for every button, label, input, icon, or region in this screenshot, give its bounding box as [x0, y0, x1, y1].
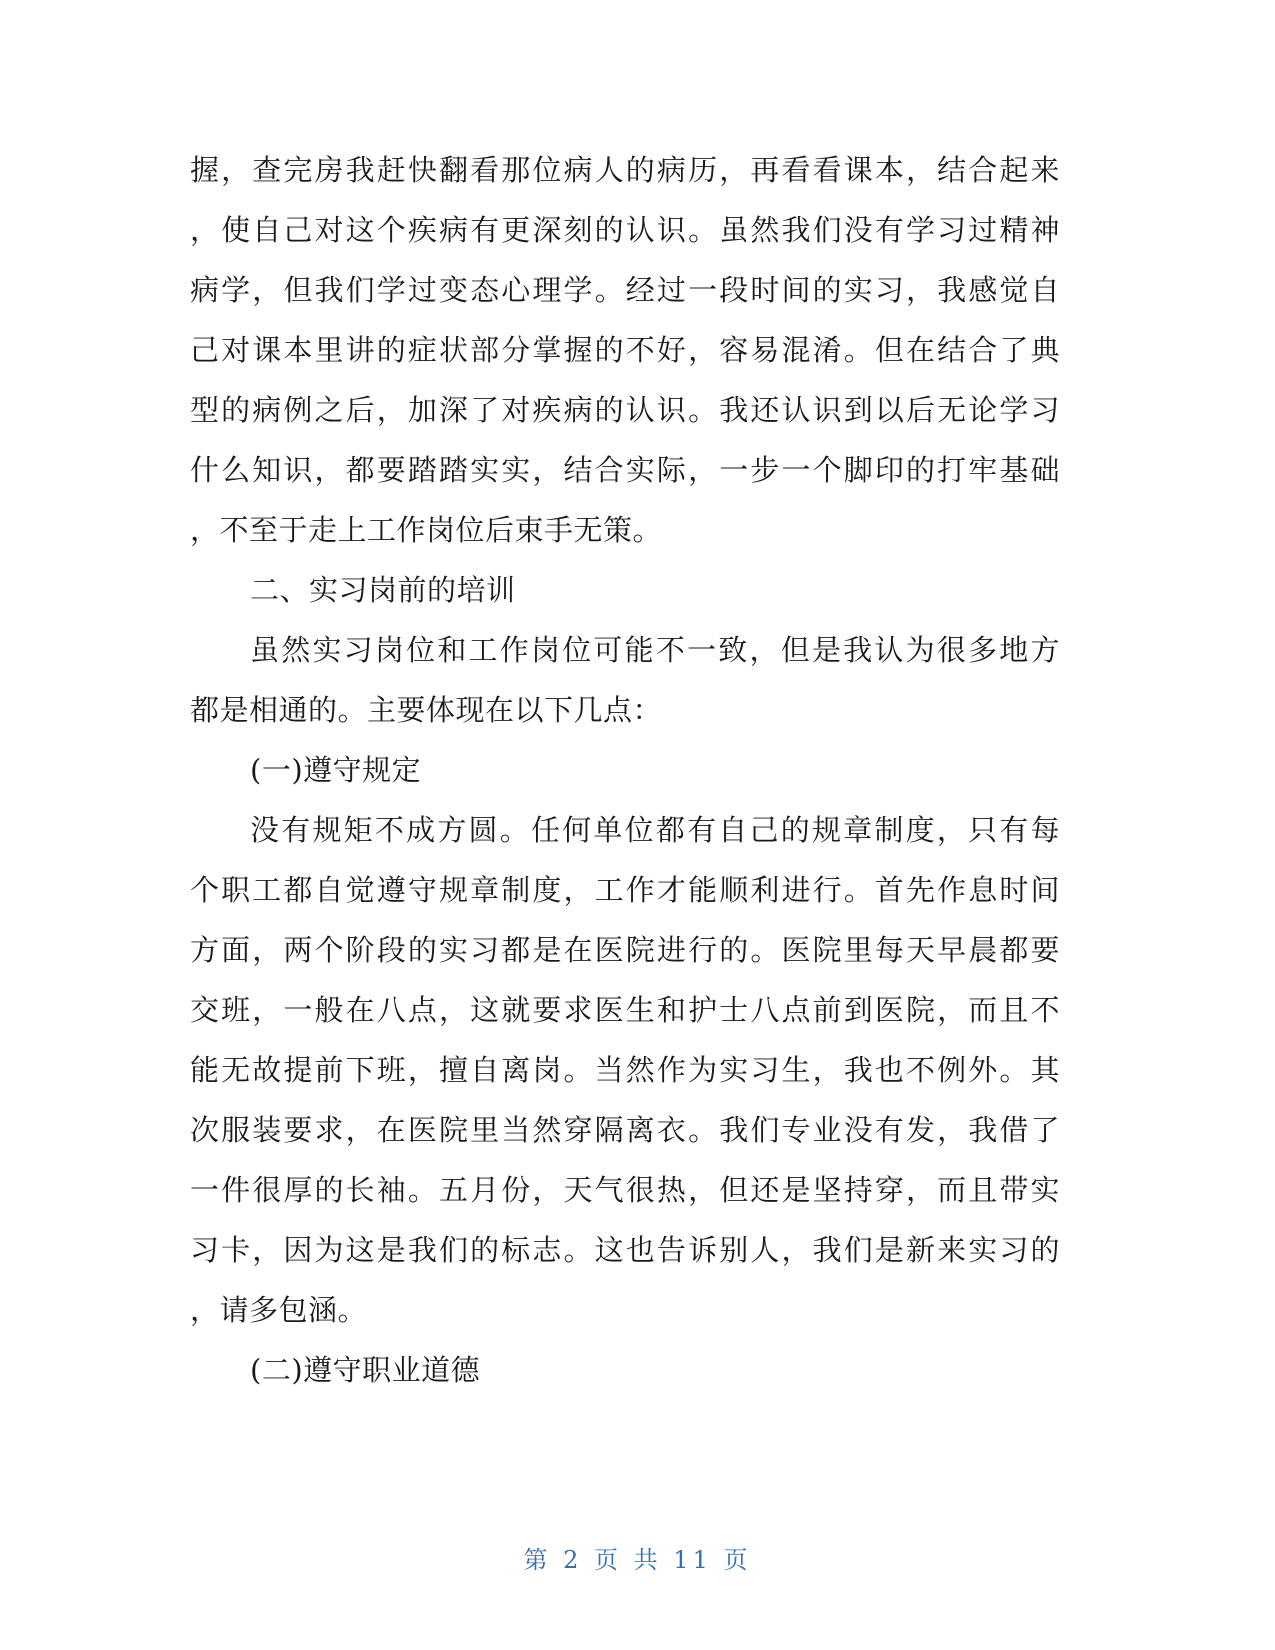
- paragraph-line: 型的病例之后，加深了对疾病的认识。我还认识到以后无论学习: [190, 393, 1060, 427]
- paragraph-line: 次服装要求，在医院里当然穿隔离衣。我们专业没有发，我借了: [190, 1113, 1060, 1147]
- paragraph-line: 个职工都自觉遵守规章制度，工作才能顺利进行。首先作息时间: [190, 873, 1060, 907]
- paragraph-line: 什么知识，都要踏踏实实，结合实际，一步一个脚印的打牢基础: [190, 453, 1060, 487]
- paragraph-line: 能无故提前下班，擅自离岗。当然作为实习生，我也不例外。其: [190, 1053, 1060, 1087]
- document-body: [190, 140, 1060, 1400]
- paragraph-line: 己对课本里讲的症状部分掌握的不好，容易混淆。但在结合了典: [190, 333, 1060, 367]
- section-heading: 二、实习岗前的培训: [250, 573, 516, 607]
- paragraph-line: 病学，但我们学过变态心理学。经过一段时间的实习，我感觉自: [190, 273, 1060, 307]
- paragraph-line: 没有规矩不成方圆。任何单位都有自己的规章制度，只有每: [250, 813, 1060, 847]
- paragraph-line: 习卡，因为这是我们的标志。这也告诉别人，我们是新来实习的: [190, 1233, 1060, 1267]
- paragraph-line: 虽然实习岗位和工作岗位可能不一致，但是我认为很多地方: [250, 633, 1060, 667]
- subsection-heading: (一)遵守规定: [250, 753, 422, 787]
- paragraph-line: ，不至于走上工作岗位后束手无策。: [190, 513, 663, 547]
- paragraph-line: 都是相通的。主要体现在以下几点：: [190, 693, 663, 727]
- paragraph-line: 一件很厚的长袖。五月份，天气很热，但还是坚持穿，而且带实: [190, 1173, 1060, 1207]
- subsection-heading: (二)遵守职业道德: [250, 1353, 481, 1387]
- paragraph-line: ，请多包涵。: [190, 1293, 368, 1327]
- paragraph-line: 握，查完房我赶快翻看那位病人的病历，再看看课本，结合起来: [190, 153, 1060, 187]
- paragraph-line: 交班，一般在八点，这就要求医生和护士八点前到医院，而且不: [190, 993, 1060, 1027]
- page-number-footer: 第 2 页 共 11 页: [523, 1546, 752, 1574]
- paragraph-line: 方面，两个阶段的实习都是在医院进行的。医院里每天早晨都要: [190, 933, 1060, 967]
- paragraph-line: ，使自己对这个疾病有更深刻的认识。虽然我们没有学习过精神: [190, 213, 1060, 247]
